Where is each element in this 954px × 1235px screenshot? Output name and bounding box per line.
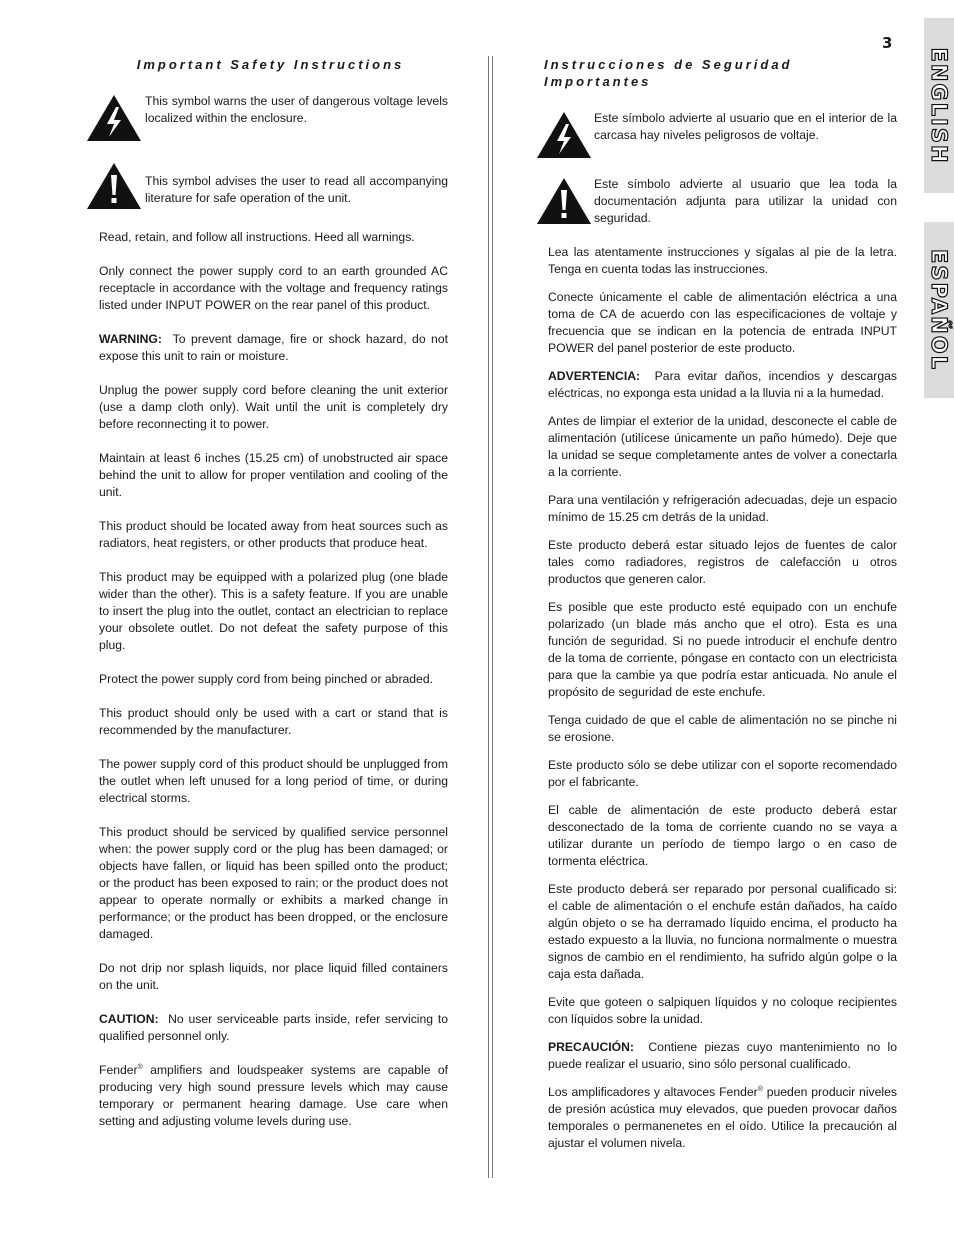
paragraph-warning (99, 331, 448, 365)
spanish-column (544, 56, 897, 1163)
paragraph-read-instructions-es: Lea las atentamente instrucciones y sígalas al pie de la letra. Tenga en cuenta todas las instrucciones. (548, 245, 897, 276)
paragraph-caution (99, 1011, 448, 1045)
paragraph-unplug: Unplug the power supply cord before cleaning the unit exterior (use a damp cloth only). Wait until the unit is completely dry before reconnecting it to power. (99, 383, 448, 431)
fender-word-es: Los amplificadores y altavoces Fender (548, 1085, 758, 1099)
paragraph-fender-es (548, 1084, 897, 1152)
exclamation-triangle-icon (535, 176, 593, 226)
fender-text: amplifiers and loudspeaker systems are capable of producing very high sound pressure levels which may cause temporary or permanent hearing damage. Use care when setting and adjusting volume levels during use. (99, 1063, 448, 1128)
paragraph-unplug-storms: The power supply cord of this product should be unplugged from the outlet when left unused for a long period of time, or during electrical storms. (99, 757, 448, 805)
fender-word: Fender (99, 1063, 138, 1077)
paragraph-protect-cord: Protect the power supply cord from being pinched or abraded. (99, 672, 433, 686)
spanish-heading: Instrucciones de Seguridad Importantes (544, 57, 793, 89)
voltage-symbol-text-es: Este símbolo advierte al usuario que en el interior de la carcasa hay niveles peligrosos de voltaje. (594, 111, 897, 142)
paragraph-unplug-es: Antes de limpiar el exterior de la unidad, desconecte el cable de alimentación (utilícese únicamente un paño húmedo). Deje que la unidad se seque completamente antes de volver a conectarla a la corriente. (548, 414, 897, 479)
paragraph-air-space: Maintain at least 6 inches (15.25 cm) of unobstructed air space behind the unit to allow for proper ventilation and cooling of the unit. (99, 451, 448, 499)
tab-espanol (924, 222, 954, 398)
caution-text: No user serviceable parts inside, refer servicing to qualified personnel only. (99, 1012, 448, 1043)
paragraph-service: This product should be serviced by qualified service personnel when: the power supply cord or the plug has been damaged; or objects have fallen, or liquid has been spilled onto the product; or the product has been exposed to rain; or the product does not appear to operate normally or exhibits a marked change in performance; or the product has been dropped, or the enclosure damaged. (99, 825, 448, 941)
lightning-triangle-icon (85, 93, 143, 143)
warning-text: To prevent damage, fire or shock hazard, do not expose this unit to rain or moisture. (99, 332, 448, 363)
paragraph-read-instructions: Read, retain, and follow all instructions. Heed all warnings. (99, 230, 415, 244)
tab-english (924, 18, 954, 193)
paragraph-liquids-es: Evite que goteen o salpiquen líquidos y no coloque recipientes con líquidos sobre la unidad. (548, 995, 897, 1026)
caution-symbol-block-es (548, 176, 897, 230)
warning-label-es: ADVERTENCIA: (548, 369, 641, 383)
paragraph-cart: This product should only be used with a cart or stand that is recommended by the manufacturer. (99, 706, 448, 737)
paragraph-polarized-plug: This product may be equipped with a polarized plug (one blade wider than the other). This is a safety feature. If you are unable to insert the plug into the outlet, contact an electrician to replace your obsolete outlet. Do not defeat the safety purpose of this plug. (99, 570, 448, 652)
caution-symbol-block (99, 161, 448, 215)
paragraph-heat-sources-es: Este producto deberá estar situado lejos de fuentes de calor tales como radiadores, registros de calefacción u otros productos que generen calor. (548, 538, 897, 586)
paragraph-power-cord: Only connect the power supply cord to an earth grounded AC receptacle in accordance with the voltage and frequency ratings listed under INPUT POWER on the rear panel of this product. (99, 264, 448, 312)
voltage-symbol-text: This symbol warns the user of dangerous voltage levels localized within the enclosure. (145, 94, 448, 125)
paragraph-air-space-es: Para una ventilación y refrigeración adecuadas, deje un espacio mínimo de 15.25 cm detrás de la unidad. (548, 493, 897, 524)
paragraph-cart-es: Este producto sólo se debe utilizar con el soporte recomendado por el fabricante. (548, 758, 897, 789)
paragraph-polarized-plug-es: Es posible que este producto esté equipado con un enchufe polarizado (un blade más ancho que el otro). Esta es una función de seguridad. Si no puede introducir el enchufe dentro de la toma de corriente, póngase en contacto con un electricista para que la cambie ya que podría estar anticuada. No anule el propósito de seguridad de este enchufe. (548, 600, 897, 699)
voltage-symbol-block (99, 93, 448, 147)
english-column (99, 56, 448, 1147)
tab-english-label: ENGLISH (927, 46, 951, 165)
paragraph-heat-sources: This product should be located away from heat sources such as radiators, heat registers, or other products that produce heat. (99, 519, 448, 550)
warning-label: WARNING: (99, 332, 162, 346)
caution-label: CAUTION: (99, 1012, 159, 1026)
column-divider (488, 56, 493, 1178)
caution-symbol-text: This symbol advises the user to read all accompanying literature for safe operation of the unit. (145, 174, 448, 205)
lightning-triangle-icon (535, 110, 593, 160)
paragraph-fender (99, 1062, 448, 1130)
paragraph-service-es: Este producto deberá ser reparado por personal cualificado si: el cable de alimentación o el enchufe están dañados, ha caído algún objeto o se ha derramado líquido encima, el producto ha estado expuesto a la lluvia, no funciona normalmente o muestra signos de cambio en el rendimiento, ha sufrido algún golpe o la caja esta dañada. (548, 882, 897, 981)
registered-mark-es: ® (757, 1085, 763, 1093)
paragraph-power-cord-es: Conecte únicamente el cable de alimentación eléctrica a una toma de CA de acuerdo con las especificaciones de voltaje y frecuencia que se indican en la potencia de entrada INPUT POWER del panel posterior de este producto. (548, 290, 897, 355)
paragraph-warning-es (548, 368, 897, 402)
voltage-symbol-block-es (548, 110, 897, 164)
exclamation-triangle-icon (85, 161, 143, 211)
caution-label-es: PRECAUCIÓN: (548, 1040, 634, 1054)
caution-symbol-text-es: Este símbolo advierte al usuario que lea toda la documentación adjunta para utilizar la unidad con seguridad. (594, 177, 897, 225)
paragraph-caution-es (548, 1039, 897, 1073)
tab-espanol-label: ESPAÑOL (927, 249, 951, 371)
paragraph-protect-cord-es: Tenga cuidado de que el cable de alimentación no se pinche ni se erosione. (548, 713, 897, 744)
caution-text-es: Contiene piezas cuyo mantenimiento no lo puede realizar el usuario, sino sólo personal cualificado. (548, 1040, 897, 1071)
registered-mark: ® (137, 1063, 143, 1071)
page-number: 3 (882, 34, 893, 52)
paragraph-liquids: Do not drip nor splash liquids, nor place liquid filled containers on the unit. (99, 961, 448, 992)
warning-text-es: Para evitar daños, incendios y descargas eléctricas, no exponga esta unidad a la lluvia ni a la humedad. (548, 369, 897, 400)
paragraph-unplug-storms-es: El cable de alimentación de este producto deberá estar desconectado de la toma de corriente cuando no se vaya a utilizar durante un período de tiempo largo o en caso de tormenta eléctrica. (548, 803, 897, 868)
fender-text-es: pueden producir niveles de presión acústica muy elevados, que pueden provocar daños temporales o permanenetes en el oído. Utilice la precaución al ajustar el volumen nivela. (548, 1085, 897, 1150)
english-heading: Important Safety Instructions (136, 57, 405, 72)
